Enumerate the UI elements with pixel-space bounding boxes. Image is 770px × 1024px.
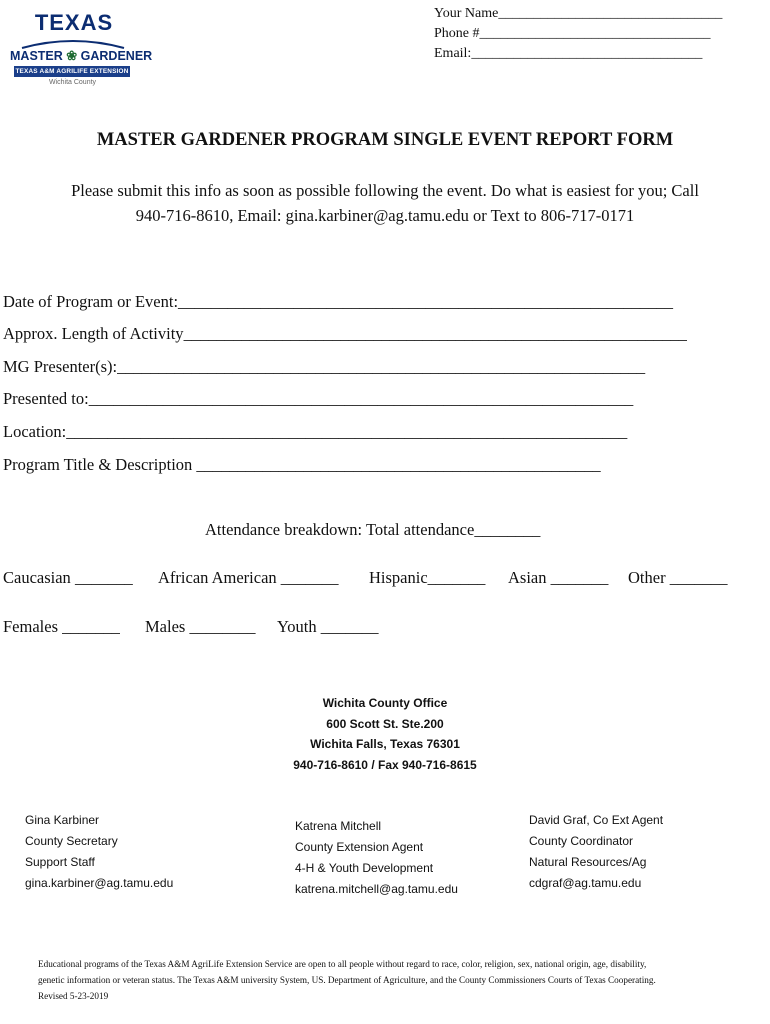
contact-role: 4-H & Youth Development [295, 861, 434, 875]
logo-gardener-text: GARDENER [80, 49, 153, 63]
logo-master-text: MASTER [10, 49, 63, 63]
ethnicity-label: Hispanic [369, 568, 428, 587]
hispanic-field[interactable] [369, 568, 485, 588]
ethnicity-label: African American [158, 568, 281, 587]
demographic-label: Females [3, 617, 63, 636]
page-title: MASTER GARDENER PROGRAM SINGLE EVENT REPORT FORM [96, 130, 674, 150]
ethnicity-label: Asian [508, 568, 551, 587]
contact-title: County Extension Agent [295, 840, 424, 854]
contact-email[interactable]: cdgraf@ag.tamu.edu [529, 876, 642, 890]
ethnicity-blank[interactable]: _______ [550, 568, 609, 587]
office-address [0, 693, 770, 775]
logo-county: Wichita County [48, 79, 97, 86]
youth-field[interactable] [277, 617, 378, 637]
program-title-field[interactable] [3, 455, 601, 475]
field-label: Date of Program or Event: [3, 292, 179, 311]
demographic-blank[interactable]: _______ [320, 617, 379, 636]
email-label: Email: [434, 46, 472, 61]
your-name-label: Your Name [434, 6, 499, 21]
contact-role: Support Staff [25, 855, 95, 869]
contact-david-graf [529, 810, 663, 894]
contact-role: Natural Resources/Ag [529, 855, 647, 869]
footer-line-2: genetic information or veteran status. The Texas A&M university System, US. Department of Agriculture, and the County Commissioners Courts of Texas Cooperating. [38, 975, 656, 985]
attendance-label: Attendance breakdown: Total attendance [205, 520, 475, 539]
footer-disclaimer [38, 956, 738, 1004]
mg-presenters-field[interactable] [3, 357, 645, 377]
ethnicity-label: Other [628, 568, 670, 587]
location-field[interactable] [3, 422, 627, 442]
demographic-blank[interactable]: _______ [62, 617, 120, 636]
logo-wordmark: TEXAS [34, 10, 114, 35]
ethnicity-blank[interactable]: _______ [74, 568, 133, 587]
attendance-blank[interactable]: ________ [474, 520, 541, 539]
other-field[interactable] [628, 568, 727, 588]
field-label: Presented to: [3, 389, 89, 408]
field-blank[interactable]: _____________________________________________________________ [183, 324, 687, 343]
footer-line-1: Educational programs of the Texas A&M AgriLife Extension Service are open to all people without regard to race, color, religion, sex, national origin, age, disability, [38, 959, 647, 969]
field-blank[interactable]: __________________________________________________________________ [88, 389, 634, 408]
office-street: 600 Scott St. Ste.200 [326, 716, 444, 731]
phone-field[interactable] [434, 26, 711, 42]
office-phone: 940-716-8610 / Fax 940-716-8615 [293, 757, 477, 772]
field-label: MG Presenter(s): [3, 357, 118, 376]
field-blank[interactable]: ____________________________________________________________ [178, 292, 674, 311]
contact-email[interactable]: katrena.mitchell@ag.tamu.edu [295, 882, 458, 896]
ethnicity-blank[interactable]: _______ [669, 568, 728, 587]
ethnicity-blank[interactable]: _______ [427, 568, 486, 587]
demographic-blank[interactable]: ________ [189, 617, 256, 636]
email-blank[interactable]: _________________________________ [471, 46, 703, 61]
contact-gina-karbiner [25, 810, 173, 894]
demographic-label: Males [145, 617, 190, 636]
intro-line-1: Please submit this info as soon as possible following the event. Do what is easiest for you; Call [71, 181, 699, 200]
ethnicity-blank[interactable]: _______ [280, 568, 339, 587]
logo-banner: TEXAS A&M AGRILIFE EXTENSION [15, 68, 129, 75]
african-american-field[interactable] [158, 568, 339, 588]
intro-text [30, 178, 740, 228]
contact-katrena-mitchell [295, 816, 458, 900]
master-gardener-logo [10, 10, 153, 92]
footer-revised: Revised 5-23-2019 [38, 991, 109, 1001]
presented-to-field[interactable] [3, 389, 633, 409]
contact-email[interactable]: gina.karbiner@ag.tamu.edu [25, 876, 174, 890]
phone-label: Phone # [434, 26, 480, 41]
males-field[interactable] [145, 617, 255, 637]
contact-name: Gina Karbiner [25, 813, 100, 827]
office-city: Wichita Falls, Texas 76301 [310, 737, 460, 751]
office-name: Wichita County Office [322, 696, 448, 710]
logo-program-name [10, 48, 153, 64]
field-blank[interactable]: ____________________________________________________________________ [66, 422, 628, 441]
field-label: Program Title & Description [3, 455, 197, 474]
asian-field[interactable] [508, 568, 608, 588]
ethnicity-label: Caucasian [3, 568, 75, 587]
length-of-activity-field[interactable] [3, 324, 687, 344]
intro-line-2: 940-716-8610, Email: gina.karbiner@ag.tamu.edu or Text to 806-717-0171 [135, 206, 635, 225]
sprout-icon: ❀ [66, 48, 78, 63]
contact-name: Katrena Mitchell [295, 819, 382, 833]
demographic-label: Youth [277, 617, 321, 636]
contact-name: David Graf, Co Ext Agent [529, 813, 664, 827]
date-of-event-field[interactable] [3, 292, 673, 312]
field-blank[interactable]: ________________________________________________________________ [117, 357, 646, 376]
email-field[interactable] [434, 46, 702, 62]
total-attendance-field[interactable] [205, 520, 540, 540]
field-blank[interactable]: _________________________________________________ [196, 455, 601, 474]
field-label: Approx. Length of Activity [3, 324, 184, 343]
phone-blank[interactable]: _________________________________ [479, 26, 711, 41]
contact-title: County Secretary [25, 834, 118, 848]
contact-title: County Coordinator [529, 834, 634, 848]
caucasian-field[interactable] [3, 568, 133, 588]
your-name-field[interactable] [434, 6, 722, 22]
your-name-blank[interactable]: ________________________________ [498, 6, 723, 21]
females-field[interactable] [3, 617, 120, 637]
field-label: Location: [3, 422, 67, 441]
